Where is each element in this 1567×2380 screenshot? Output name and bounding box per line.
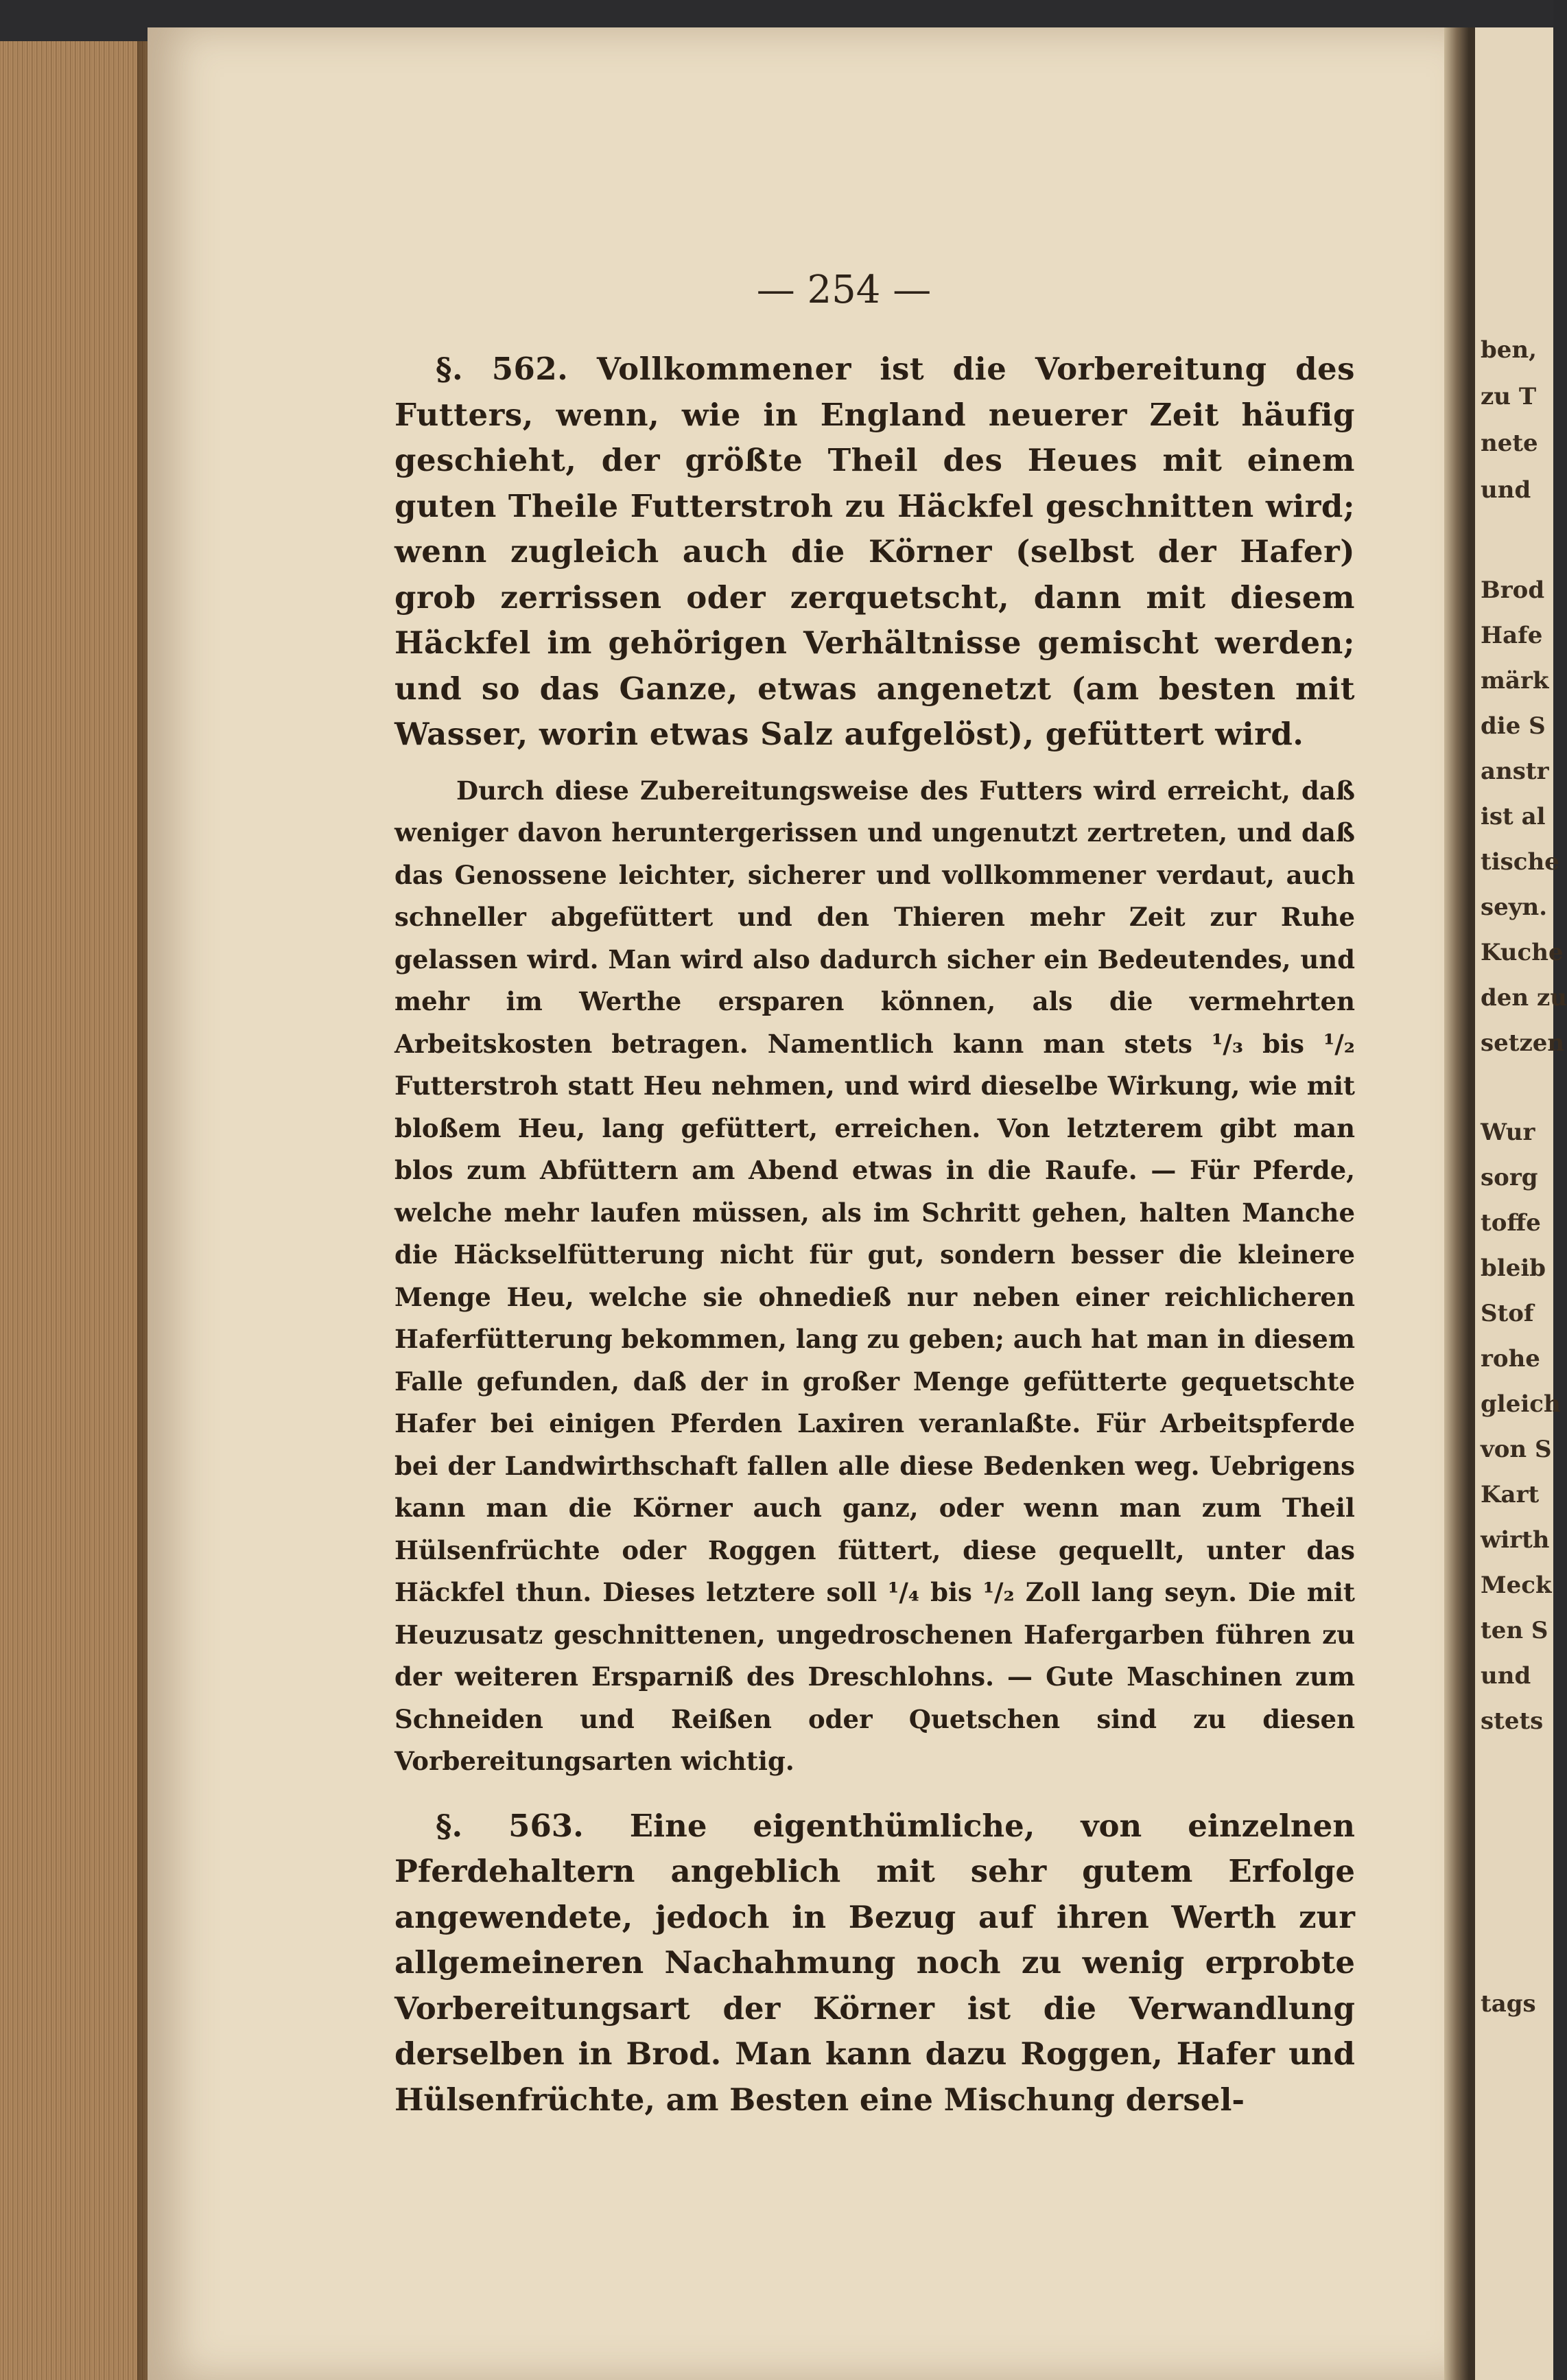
next-page-line-fragment: ist al [1481,803,1546,830]
next-page-line-fragment: zu T [1481,383,1537,410]
next-page-line-fragment: tische [1481,848,1559,876]
next-page-line-fragment: Wur [1481,1119,1535,1146]
next-page-line-fragment: die S [1481,712,1546,740]
next-page-line-fragment: rohe [1481,1345,1540,1373]
next-page-line-fragment: stets [1481,1707,1544,1735]
next-page-line-fragment: bleib [1481,1255,1546,1282]
next-page-line-fragment: und [1481,476,1531,504]
paragraph-562-continued: Durch diese Zubereitungsweise des Futters wird erreicht, daß weniger davon heruntergerissen und ungenutzt zertreten, und daß das Genossene leichter, sicherer und vollkommener verdaut, auch schneller abgefüttert und den Thieren mehr Zeit zur Ruhe gelassen wird. Man wird also dadurch sicher ein Bedeutendes, und mehr im Werthe ersparen können, als die vermehrten Arbeitskosten betragen. Namentlich kann man stets ¹/₃ bis ¹/₂ Futterstroh statt Heu nehmen, und wird dieselbe Wirkung, wie mit bloßem Heu, lang gefüttert, erreichen. Von letzterem gibt man blos zum Abfüttern am Abend etwas in die Raufe. — Für Pferde, welche mehr laufen müssen, als im Schritt gehen, halten Manche die Häckselfütterung nicht für gut, sondern besser die kleinere Menge Heu, welche sie ohnedieß nur neben einer reichlicheren Haferfütterung bekommen, lang zu geben; auch hat man in diesem Falle gefunden, daß der in großer Menge gefütterte gequetschte Hafer bei einigen Pferden Laxiren veranlaßte. Für Arbeitspferde bei der Landwirthschaft fallen alle diese Bedenken weg. Uebrigens kann man die Körner auch ganz, oder wenn man zum Theil Hülsenfrüchte oder Roggen füttert, diese gequellt, unter das Häckfel thun. Dieses letztere soll ¹/₄ bis ¹/₂ Zoll lang seyn. Die mit Heuzusatz geschnittenen, ungedroschenen Hafergarben führen zu der weiteren Ersparniß des Dreschlohns. — Gute Maschinen zum Schneiden und Reißen oder Quetschen sind zu diesen Vorbereitungsarten wichtig. [394,775,1355,1776]
next-page-line-fragment: nete [1481,430,1538,457]
book-gutter [1444,27,1475,2380]
section-number-562: §. 562. [436,351,569,387]
next-page-line-fragment: anstr [1481,758,1549,785]
next-page-line-fragment: wirth [1481,1526,1550,1554]
section-number-563: §. 563. [436,1807,584,1844]
next-page-line-fragment: sorg [1481,1164,1538,1191]
next-page-line-fragment: tags [1481,1990,1536,2018]
paragraph-563-text: Eine eigenthümliche, von einzelnen Pferdehaltern angeblich mit sehr gutem Erfolge angewendete, jedoch in Bezug auf ihren Werth zur allgemeineren Nachahmung noch zu wenig erprobte Vorbereitungsart der Körner ist die Verwandlung derselben in Brod. Man kann dazu Roggen, Hafer und Hülsenfrüchte, am Besten eine Mischung dersel- [394,1807,1355,2118]
next-page-line-fragment: toffe [1481,1209,1541,1237]
paragraph-562 [394,347,1355,758]
next-page-line-fragment: märk [1481,667,1549,695]
next-page-line-fragment: gleich [1481,1390,1561,1418]
next-page-fragment [1475,27,1567,2380]
next-page-line-fragment: Kart [1481,1481,1540,1508]
next-page-line-fragment: ben, [1481,336,1537,364]
paragraph-563 [394,1804,1355,2123]
next-page-line-fragment: Meck [1481,1572,1552,1599]
next-page-line-fragment: Brod [1481,576,1545,604]
next-page-line-fragment: den zu [1481,984,1567,1012]
page-number: — 254 — [756,268,932,312]
paragraph-562-text: Vollkommener ist die Vorbereitung des Futters, wenn, wie in England neuerer Zeit häufig geschieht, der größte Theil des Heues mit einem guten Theile Futterstroh zu Häckfel geschnitten wird; wenn zugleich auch die Körner (selbst der Hafer) grob zerrissen oder zerquetscht, dann mit diesem Häckfel im gehörigen Verhältnisse gemischt werden; und so das Ganze, etwas angenetzt (am besten mit Wasser, worin etwas Salz aufgelöst), gefüttert wird. [394,351,1356,752]
next-page-line-fragment: ten S [1481,1617,1548,1644]
next-page-line-fragment: setzen [1481,1029,1565,1057]
next-page-line-fragment: Hafe [1481,622,1543,649]
next-page-line-fragment: und [1481,1662,1531,1690]
book-page-edges [0,41,158,2380]
next-page-line-fragment: Stof [1481,1300,1534,1327]
next-page-line-fragment: Kuche [1481,939,1564,966]
next-page-line-fragment: seyn. [1481,894,1548,921]
page-text-block [394,347,1355,2123]
next-page-line-fragment: von S [1481,1436,1552,1463]
